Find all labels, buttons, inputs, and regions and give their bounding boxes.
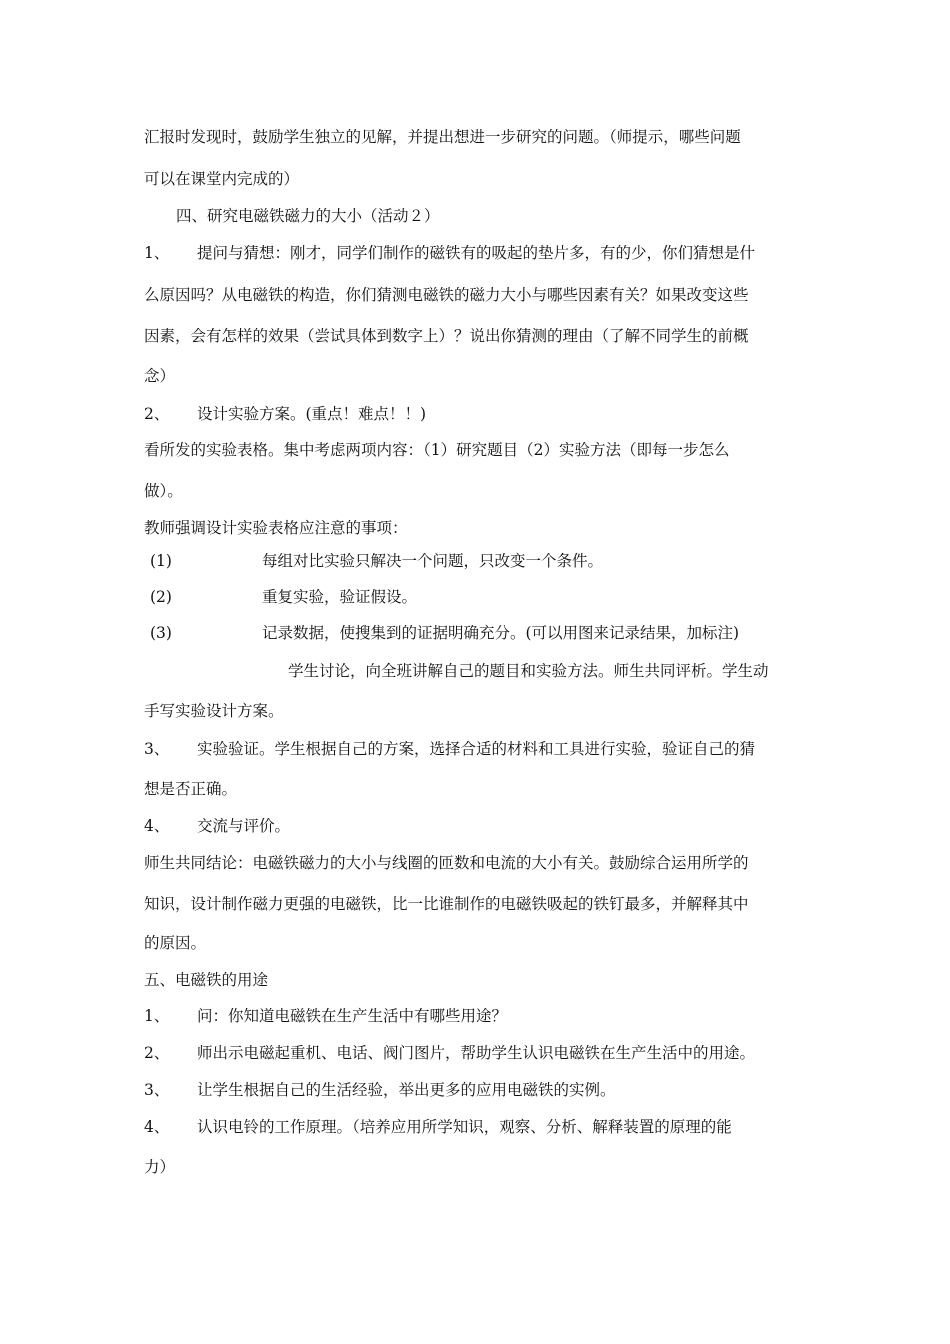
item-3-line-2: 想是否正确。 [144, 780, 238, 798]
sub-item-number: (1) [150, 552, 172, 570]
use-item-text: 让学生根据自己的生活经验，举出更多的应用电磁铁的实例。 [197, 1081, 616, 1099]
paragraph-line: 教师强调设计实验表格应注意的事项： [144, 519, 408, 537]
paragraph-line: 的原因。 [144, 934, 207, 952]
item-number: 4、 [144, 1118, 170, 1136]
item-number: 1、 [144, 1007, 170, 1025]
intro-line-1: 汇报时发现时，鼓励学生独立的见解，并提出想进一步研究的问题。（师提示，哪些问题 [144, 128, 741, 146]
intro-line-2: 可以在课堂内完成的） [144, 170, 300, 188]
paragraph-line: 做）。 [144, 482, 183, 500]
use-item-text: 认识电铃的工作原理。（培养应用所学知识，观察、分析、解释装置的原理的能 [197, 1118, 732, 1136]
item-3-line-1: 实验验证。学生根据自己的方案，选择合适的材料和工具进行实验，验证自己的猜 [197, 740, 756, 758]
section-heading-5: 五、电磁铁的用途 [144, 971, 269, 989]
item-number: 4、 [144, 817, 170, 835]
item-number: 3、 [144, 740, 170, 758]
sub-item-text: 记录数据，使搜集到的证据明确充分。(可以用图来记录结果，加标注) [262, 624, 740, 642]
use-item-text-continued: 力） [144, 1158, 176, 1176]
paragraph-line: 师生共同结论：电磁铁磁力的大小与线圈的匝数和电流的大小有关。鼓励综合运用所学的 [144, 854, 749, 872]
item-number: 1、 [144, 244, 170, 262]
item-2-line-1: 设计实验方案。(重点！难点！！) [197, 405, 427, 423]
item-number: 2、 [144, 1044, 170, 1062]
item-1-line-1: 提问与猜想：刚才，同学们制作的磁铁有的吸起的垫片多，有的少，你们猜想是什 [197, 244, 756, 262]
item-4-line-1: 交流与评价。 [197, 817, 291, 835]
paragraph-line: 学生讨论，向全班讲解自己的题目和实验方法。师生共同评析。学生动 [288, 662, 769, 680]
use-item-text: 师出示电磁起重机、电话、阀门图片，帮助学生认识电磁铁在生产生活中的用途。 [197, 1044, 756, 1062]
item-number: 2、 [144, 405, 170, 423]
paragraph-line: 手写实验设计方案。 [144, 702, 284, 720]
item-1-line-4: 念） [144, 367, 176, 385]
sub-item-text: 每组对比实验只解决一个问题，只改变一个条件。 [262, 552, 604, 570]
item-1-line-3: 因素，会有怎样的效果（尝试具体到数字上）？说出你猜测的理由（了解不同学生的前概 [144, 327, 749, 345]
use-item-text: 问：你知道电磁铁在生产生活中有哪些用途？ [197, 1007, 508, 1025]
paragraph-line: 看所发的实验表格。集中考虑两项内容：（1）研究题目（2）实验方法（即每一步怎么 [144, 441, 730, 459]
item-1-line-2: 么原因吗？从电磁铁的构造，你们猜测电磁铁的磁力大小与哪些因素有关？如果改变这些 [144, 286, 749, 304]
sub-item-number: (2) [150, 588, 172, 606]
sub-item-text: 重复实验，验证假设。 [262, 588, 418, 606]
item-number: 3、 [144, 1081, 170, 1099]
paragraph-line: 知识，设计制作磁力更强的电磁铁，比一比谁制作的电磁铁吸起的铁钉最多，并解释其中 [144, 895, 749, 913]
section-heading-4: 四、研究电磁铁磁力的大小（活动２） [176, 207, 440, 225]
sub-item-number: (3) [150, 624, 172, 642]
